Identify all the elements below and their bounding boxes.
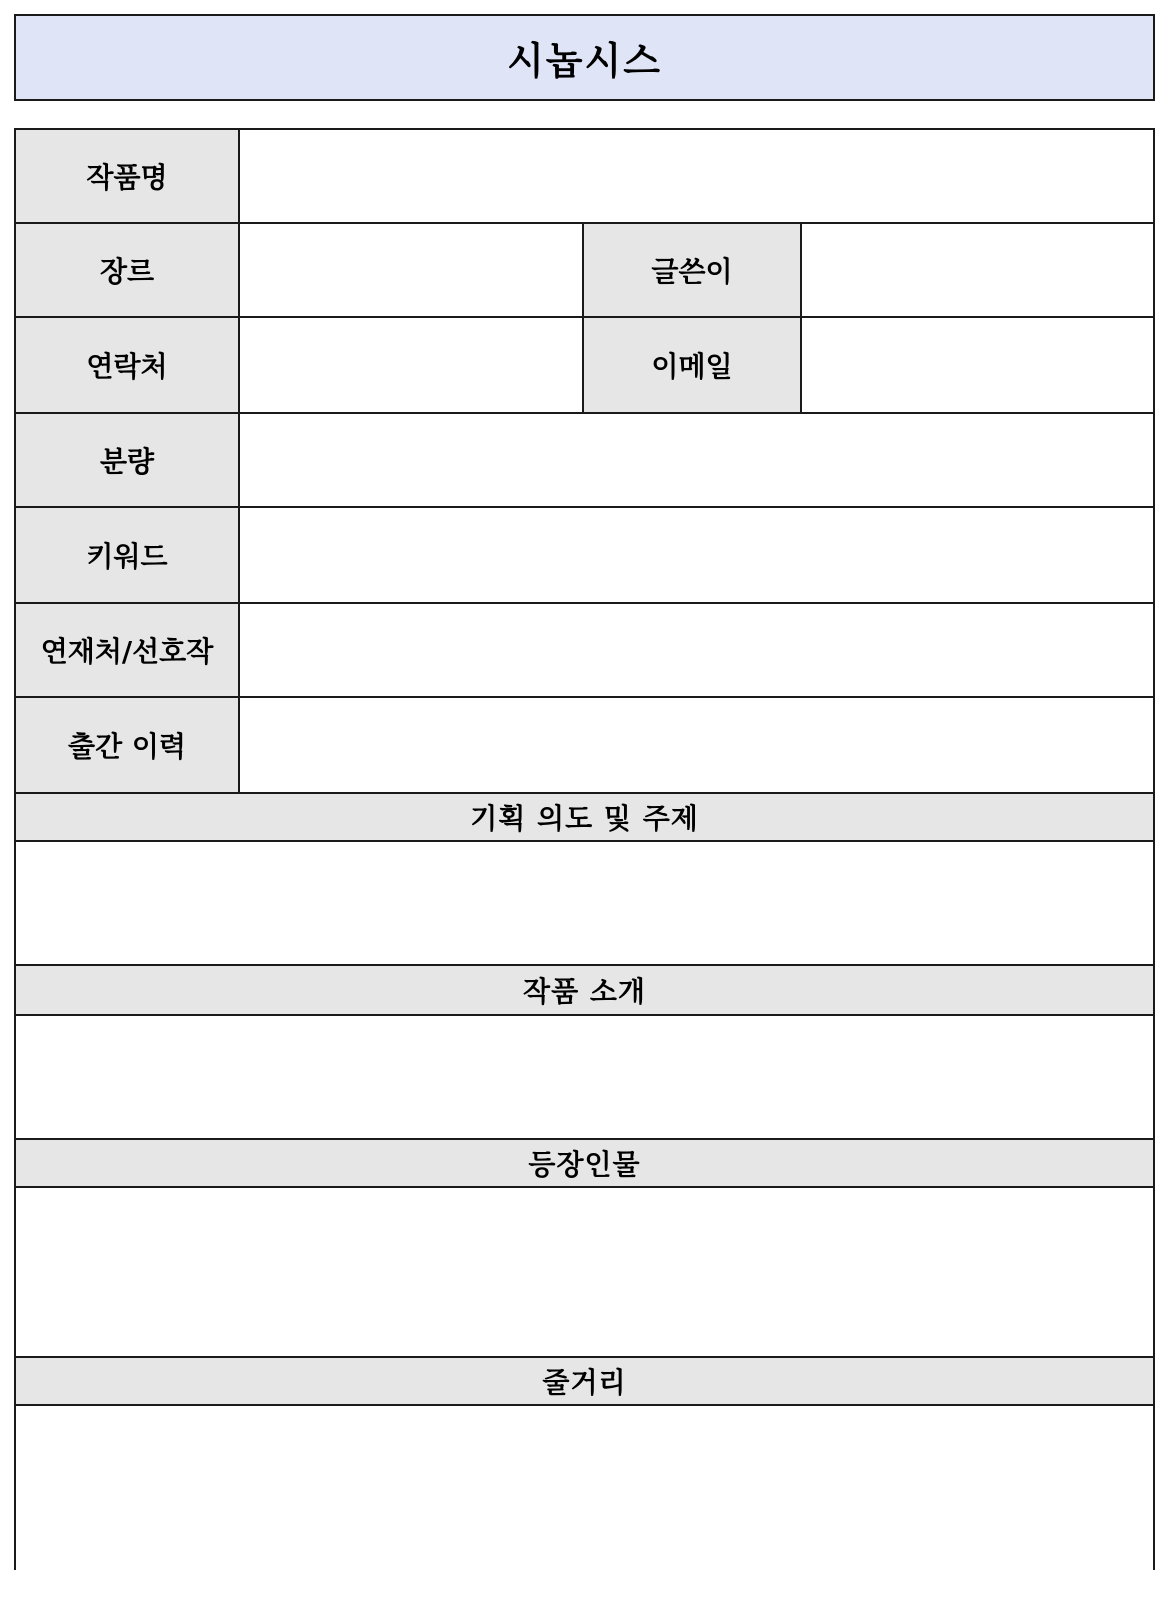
row-publication-history	[16, 698, 1153, 794]
serialization-field[interactable]	[240, 604, 1153, 696]
plot-body[interactable]	[16, 1406, 1153, 1606]
row-work-title	[16, 130, 1153, 224]
synopsis-form	[14, 128, 1155, 1570]
intent-heading: 기획 의도 및 주제	[16, 794, 1153, 842]
contact-field[interactable]	[240, 318, 584, 412]
plot-heading: 줄거리	[16, 1358, 1153, 1406]
row-serialization	[16, 604, 1153, 698]
characters-body[interactable]	[16, 1188, 1153, 1358]
publication-history-field[interactable]	[240, 698, 1153, 792]
email-field[interactable]	[802, 318, 1153, 412]
intent-body[interactable]	[16, 842, 1153, 966]
serialization-label: 연재처/선호작	[16, 604, 240, 696]
row-keywords	[16, 508, 1153, 604]
length-field[interactable]	[240, 414, 1153, 506]
page-title: 시놉시스	[14, 14, 1155, 101]
characters-heading: 등장인물	[16, 1140, 1153, 1188]
author-field[interactable]	[802, 224, 1153, 316]
contact-label: 연락처	[16, 318, 240, 412]
row-length	[16, 414, 1153, 508]
row-genre-author	[16, 224, 1153, 318]
work-title-label: 작품명	[16, 130, 240, 222]
publication-history-label: 출간 이력	[16, 698, 240, 792]
email-label: 이메일	[584, 318, 802, 412]
work-title-field[interactable]	[240, 130, 1153, 222]
author-label: 글쓴이	[584, 224, 802, 316]
keywords-label: 키워드	[16, 508, 240, 602]
keywords-field[interactable]	[240, 508, 1153, 602]
introduction-heading: 작품 소개	[16, 966, 1153, 1016]
row-contact-email	[16, 318, 1153, 414]
genre-field[interactable]	[240, 224, 584, 316]
introduction-body[interactable]	[16, 1016, 1153, 1140]
genre-label: 장르	[16, 224, 240, 316]
length-label: 분량	[16, 414, 240, 506]
